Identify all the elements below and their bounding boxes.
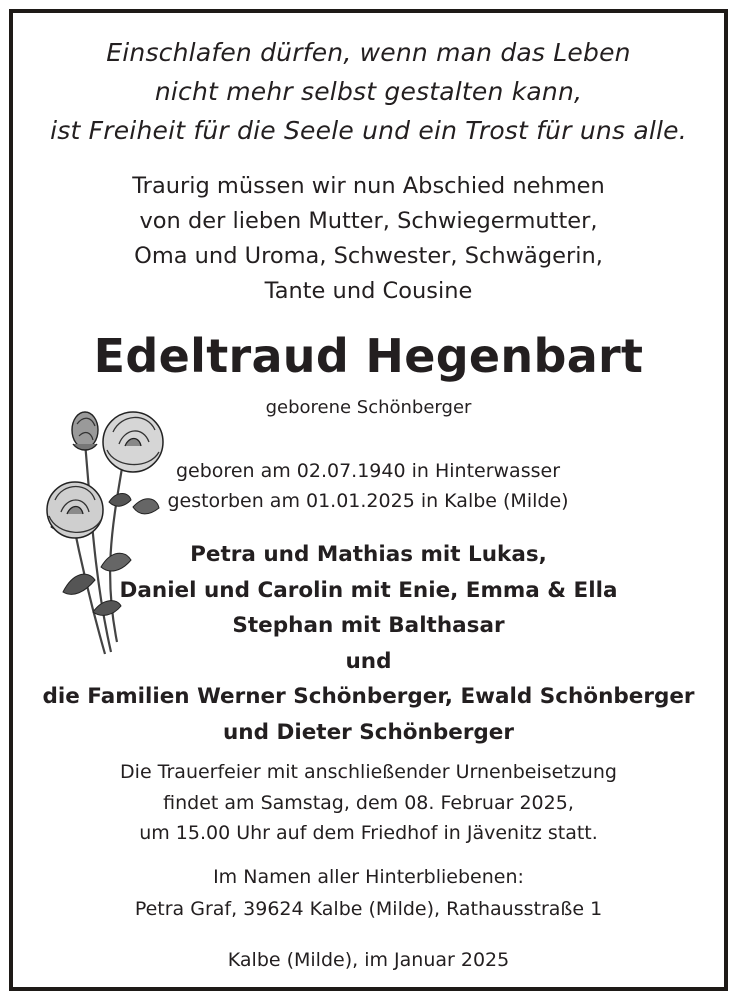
mourner-line: die Familien Werner Schönberger, Ewald Schönberger (42, 684, 695, 709)
ceremony-line: um 15.00 Uhr auf dem Friedhof in Jävenitz statt. (139, 822, 598, 844)
contact-address: Petra Graf, 39624 Kalbe (Milde), Rathausstraße 1 (134, 898, 603, 920)
quote-line: ist Freiheit für die Seele und ein Trost für uns alle. (50, 116, 687, 145)
deceased-name: Edeltraud Hegenbart (93, 329, 644, 383)
obituary-notice (9, 9, 728, 991)
mourner-line: und (345, 648, 392, 674)
quote-line: Einschlafen dürfen, wenn man das Leben (106, 38, 631, 67)
quote-line: nicht mehr selbst gestalten kann, (154, 77, 583, 106)
intro-line: von der lieben Mutter, Schwiegermutter, (139, 208, 598, 234)
intro-line: Tante und Cousine (264, 278, 473, 304)
mourners-list (13, 537, 724, 750)
death-date: gestorben am 01.01.2025 in Kalbe (Milde) (167, 490, 569, 512)
behalf-line: Im Namen aller Hinterbliebenen: (213, 866, 524, 888)
mourner-line: Stephan mit Balthasar (232, 613, 505, 638)
ceremony-info (13, 757, 724, 849)
mourner-line: Petra und Mathias mit Lukas, (190, 542, 547, 567)
intro-text (13, 169, 724, 309)
on-behalf-of (13, 861, 724, 925)
place-and-date: Kalbe (Milde), im Januar 2025 (227, 949, 510, 971)
memorial-quote (13, 33, 724, 150)
ceremony-line: Die Trauerfeier mit anschließender Urnenbeisetzung (120, 761, 617, 783)
intro-line: Oma und Uroma, Schwester, Schwägerin, (134, 243, 603, 269)
maiden-name: geborene Schönberger (265, 397, 472, 418)
birth-date: geboren am 02.07.1940 in Hinterwasser (175, 460, 561, 482)
ceremony-line: findet am Samstag, dem 08. Februar 2025, (163, 791, 574, 814)
mourner-line: und Dieter Schönberger (223, 719, 514, 745)
life-dates (118, 456, 618, 516)
intro-line: Traurig müssen wir nun Abschied nehmen (132, 173, 605, 199)
mourner-line: Daniel und Carolin mit Enie, Emma & Ella (119, 577, 618, 603)
